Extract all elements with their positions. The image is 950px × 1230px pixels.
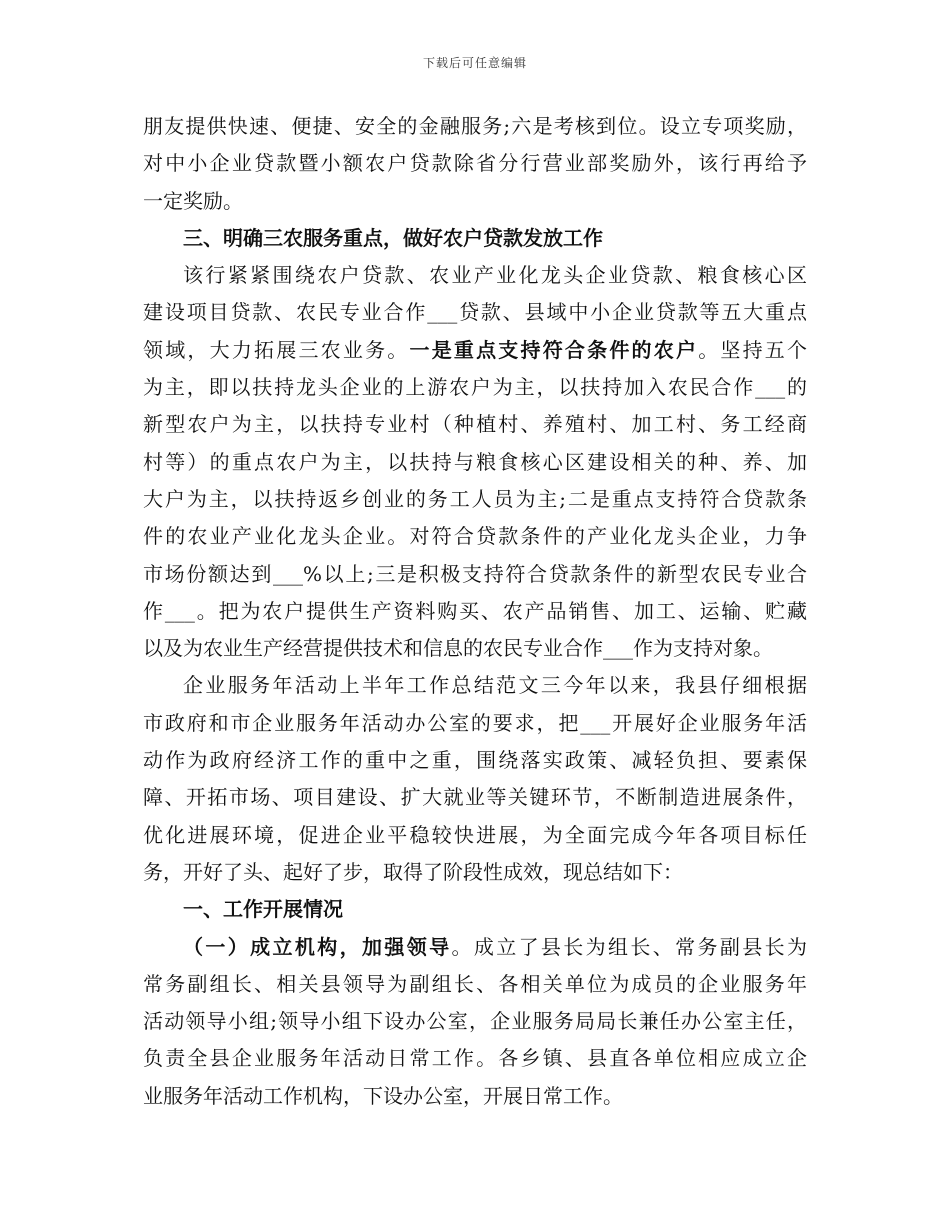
text-line: 企业服务年活动上半年工作总结范文三今年以来，我县仔细根据: [183, 673, 807, 698]
text-line: 障、开拓市场、项目建设、扩大就业等关键环节，不断制造进展条件，: [143, 785, 807, 810]
section-heading: 三、明确三农服务重点，做好农户贷款发放工作: [183, 225, 603, 250]
text-line: 业服务年活动工作机构，下设办公室，开展日常工作。: [143, 1083, 623, 1108]
bold-phrase: 一是重点支持符合条件的农户: [409, 337, 699, 362]
text-line: [143, 929, 807, 966]
text-line: 以及为农业生产经营提供技术和信息的农民专业合作___作为支持对象。: [143, 636, 773, 661]
text-line: 新型农户为主，以扶持专业村（种植村、养殖村、加工村、务工经商: [143, 412, 807, 437]
text-line: 常务副组长、相关县领导为副组长、各相关单位为成员的企业服务年: [143, 971, 807, 996]
text-line: 对中小企业贷款暨小额农户贷款除省分行营业部奖励外，该行再给予: [143, 151, 807, 176]
text-line: 件的农业产业化龙头企业。对符合贷款条件的产业化龙头企业，力争: [143, 524, 807, 549]
text-line: [143, 332, 807, 369]
text-segment: 领域，大力拓展三农业务。: [143, 337, 410, 362]
page-header: 下载后可任意编辑: [422, 56, 527, 70]
text-line: 市场份额达到___%以上;三是积极支持符合贷款条件的新型农民专业合: [143, 561, 807, 586]
text-line: 活动领导小组;领导小组下设办公室，企业服务局局长兼任办公室主任，: [143, 1009, 807, 1034]
bold-phrase: （一）成立机构，加强领导: [183, 934, 452, 959]
text-segment: 。坚持五个: [698, 337, 807, 362]
text-line: 作___。把为农户提供生产资料购买、农产品销售、加工、运输、贮藏: [143, 598, 807, 623]
text-line: 务，开好了头、起好了步，取得了阶段性成效，现总结如下：: [143, 859, 683, 884]
text-line: 大户为主，以扶持返乡创业的务工人员为主;二是重点支持符合贷款条: [143, 486, 807, 511]
text-line: 该行紧紧围绕农户贷款、农业产业化龙头企业贷款、粮食核心区: [183, 263, 807, 288]
text-segment: 。成立了县长为组长、常务副县长为: [451, 934, 807, 959]
text-line: 一定奖励。: [143, 188, 243, 213]
document-body: [143, 108, 807, 1115]
text-line: 动作为政府经济工作的重中之重，围绕落实政策、减轻负担、要素保: [143, 748, 807, 773]
text-line: 朋友提供快速、便捷、安全的金融服务;六是考核到位。设立专项奖励，: [143, 114, 807, 138]
text-line: 村等）的重点农户为主，以扶持与粮食核心区建设相关的种、养、加: [143, 449, 807, 474]
text-line: 为主，即以扶持龙头企业的上游农户为主，以扶持加入农民合作___的: [143, 375, 807, 400]
text-line: 建设项目贷款、农民专业合作___贷款、县域中小企业贷款等五大重点: [143, 300, 807, 325]
text-line: 市政府和市企业服务年活动办公室的要求，把___开展好企业服务年活: [143, 710, 807, 735]
text-line: 负责全县企业服务年活动日常工作。各乡镇、县直各单位相应成立企: [143, 1046, 807, 1071]
section-heading: 一、工作开展情况: [183, 897, 343, 922]
text-line: 优化进展环境，促进企业平稳较快进展，为全面完成今年各项目标任: [143, 822, 807, 847]
